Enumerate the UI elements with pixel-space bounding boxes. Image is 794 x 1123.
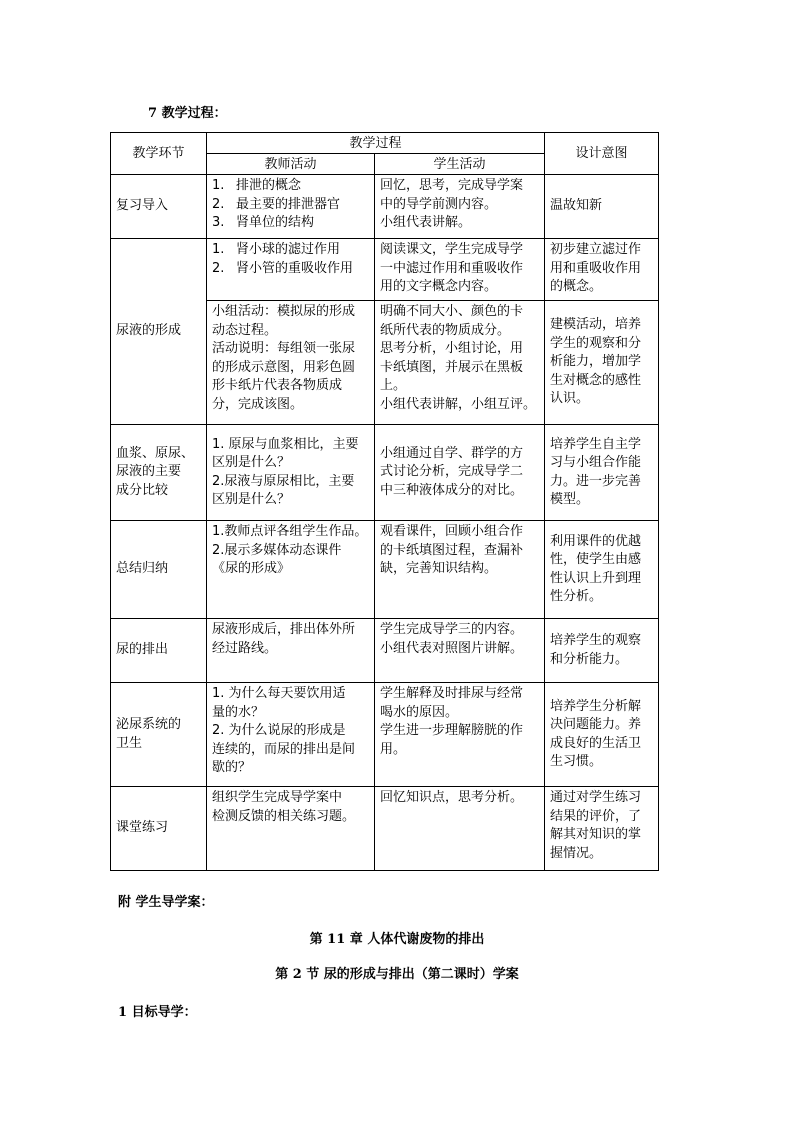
stage-cell: 课堂练习 bbox=[111, 787, 207, 871]
header-stage: 教学环节 bbox=[111, 133, 207, 175]
list-item: 3. 肾单位的结构 bbox=[212, 215, 315, 230]
goal-heading: 1 目标导学： bbox=[118, 1005, 197, 1020]
table-row bbox=[111, 787, 659, 871]
teacher-cell: 1.教师点评各组学生作品。 2.展示多媒体动态课件 《尿的形成》 bbox=[207, 521, 375, 619]
list-item: 2. 肾小管的重吸收作用 bbox=[212, 260, 354, 276]
header-student: 学生活动 bbox=[375, 154, 545, 175]
stage-cell: 尿的排出 bbox=[111, 619, 207, 683]
list-item: 1. 排泄的概念 bbox=[212, 178, 302, 193]
intent-cell: 培养学生的观察 和分析能力。 bbox=[545, 619, 659, 683]
student-cell: 阅读课文，学生完成导学 一中滤过作用和重吸收作 用的文字概念内容。 bbox=[375, 239, 545, 301]
teacher-cell: 小组活动：模拟尿的形成 动态过程。 活动说明：每组领一张尿 的形成示意图，用彩色圆 形卡纸片代表各物质成 分，完成该图。 bbox=[207, 301, 375, 425]
table-row bbox=[111, 175, 659, 239]
student-cell: 学生完成导学三的内容。 小组代表对照图片讲解。 bbox=[375, 619, 545, 683]
chapter-title: 第 11 章 人体代谢废物的排出 bbox=[309, 932, 485, 947]
teacher-cell: 组织学生完成导学案中 检测反馈的相关练习题。 bbox=[207, 787, 375, 871]
stage-cell: 泌尿系统的 卫生 bbox=[111, 683, 207, 787]
header-teacher: 教师活动 bbox=[207, 154, 375, 175]
header-intent: 设计意图 bbox=[545, 133, 659, 175]
list-item: 2. 最主要的排泄器官 bbox=[212, 196, 341, 212]
intent-cell: 利用课件的优越 性，使学生由感 性认识上升到理 性分析。 bbox=[545, 521, 659, 619]
teacher-cell: 尿液形成后，排出体外所 经过路线。 bbox=[207, 619, 375, 683]
table-row bbox=[111, 683, 659, 787]
teacher-cell bbox=[207, 239, 375, 301]
teacher-cell: 1. 为什么每天要饮用适 量的水？ 2. 为什么说尿的形成是 连续的，而尿的排出是间 歇的？ bbox=[207, 683, 375, 787]
stage-cell: 复习导入 bbox=[111, 175, 207, 239]
intent-cell: 培养学生分析解 决问题能力。养 成良好的生活卫 生习惯。 bbox=[545, 683, 659, 787]
section-title: 第 2 节 尿的形成与排出（第二课时）学案 bbox=[275, 967, 519, 982]
header-process: 教学过程 bbox=[207, 133, 545, 154]
teacher-cell bbox=[207, 175, 375, 239]
table-row bbox=[111, 239, 659, 301]
stage-cell: 总结归纳 bbox=[111, 521, 207, 619]
appendix-label: 附 学生导学案： bbox=[118, 895, 214, 910]
table-row bbox=[111, 619, 659, 683]
intent-cell: 温故知新 bbox=[545, 175, 659, 239]
student-cell: 学生解释及时排尿与经常 喝水的原因。 学生进一步理解膀胱的作 用。 bbox=[375, 683, 545, 787]
student-cell: 明确不同大小、颜色的卡 纸所代表的物质成分。 思考分析，小组讨论，用 卡纸填图，并展示在黑板 上。 小组代表讲解，小组互评。 bbox=[375, 301, 545, 425]
student-cell: 观看课件，回顾小组合作 的卡纸填图过程，查漏补 缺，完善知识结构。 bbox=[375, 521, 545, 619]
table-row bbox=[111, 521, 659, 619]
section-heading-teaching-process: 7 教学过程： bbox=[148, 106, 227, 121]
stage-cell: 血浆、原尿、 尿液的主要 成分比较 bbox=[111, 425, 207, 521]
student-cell: 小组通过自学、群学的方 式讨论分析，完成导学二 中三种液体成分的对比。 bbox=[375, 425, 545, 521]
intent-cell: 初步建立滤过作 用和重吸收作用 的概念。 bbox=[545, 239, 659, 301]
student-cell: 回忆知识点，思考分析。 bbox=[375, 787, 545, 871]
list-item: 1. 肾小球的滤过作用 bbox=[212, 242, 341, 257]
stage-cell: 尿液的形成 bbox=[111, 239, 207, 425]
table-header-row bbox=[111, 133, 659, 154]
intent-cell: 培养学生自主学 习与小组合作能 力。进一步完善 模型。 bbox=[545, 425, 659, 521]
table-row bbox=[111, 425, 659, 521]
teacher-cell: 1. 原尿与血浆相比，主要 区别是什么？ 2.尿液与原尿相比，主要 区别是什么？ bbox=[207, 425, 375, 521]
intent-cell: 通过对学生练习 结果的评价，了 解其对知识的掌 握情况。 bbox=[545, 787, 659, 871]
teaching-process-table bbox=[110, 132, 659, 871]
student-cell: 回忆，思考，完成导学案 中的导学前测内容。 小组代表讲解。 bbox=[375, 175, 545, 239]
intent-cell: 建模活动，培养 学生的观察和分 析能力，增加学 生对概念的感性 认识。 bbox=[545, 301, 659, 425]
